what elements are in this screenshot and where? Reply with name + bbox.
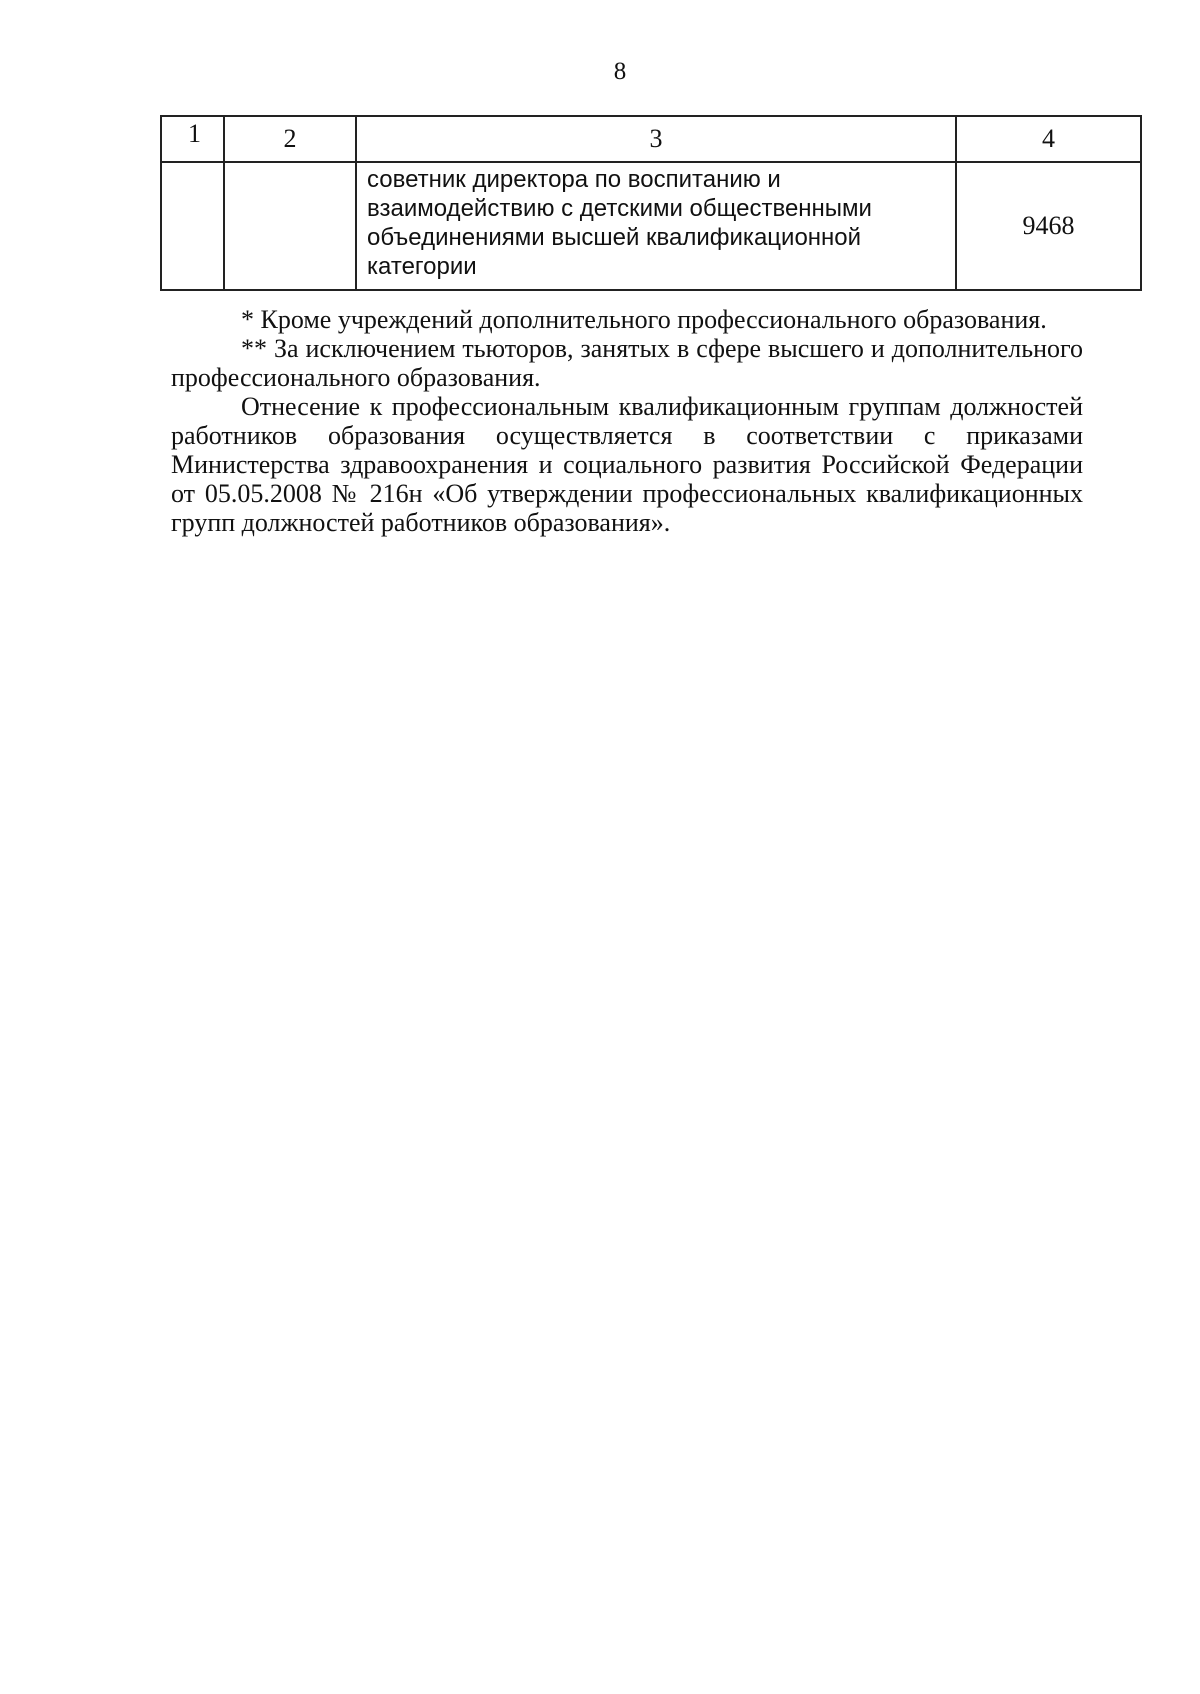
row-col-2 bbox=[224, 162, 356, 290]
header-col-4: 4 bbox=[956, 116, 1141, 162]
footnote-2: ** За исключением тьюторов, занятых в сфере высшего и дополнительного профессионального образования. bbox=[171, 334, 1083, 392]
position-description: советник директора по воспитанию и взаимодействию с детскими общественными объединениями высшей квалификационной категории bbox=[356, 162, 956, 290]
footnote-1: * Кроме учреждений дополнительного профессионального образования. bbox=[241, 305, 1047, 334]
table-row bbox=[161, 162, 1141, 290]
table-header-row bbox=[161, 116, 1141, 162]
header-col-1: 1 bbox=[161, 116, 224, 162]
salary-value: 9468 bbox=[956, 162, 1141, 290]
footnotes-section bbox=[171, 305, 1083, 537]
reference-paragraph: Отнесение к профессиональным квалификационным группам должностей работников образования осуществляется в соответствии с приказами Министерства здравоохранения и социального развития Российской Федерации от 05.05.2008 № 216н «Об утверждении профессиональных квалификационных групп должностей работников образования». bbox=[171, 392, 1083, 537]
header-col-3: 3 bbox=[356, 116, 956, 162]
page-number: 8 bbox=[613, 58, 627, 85]
salary-table bbox=[160, 115, 1142, 291]
header-col-2: 2 bbox=[224, 116, 356, 162]
row-col-1 bbox=[161, 162, 224, 290]
